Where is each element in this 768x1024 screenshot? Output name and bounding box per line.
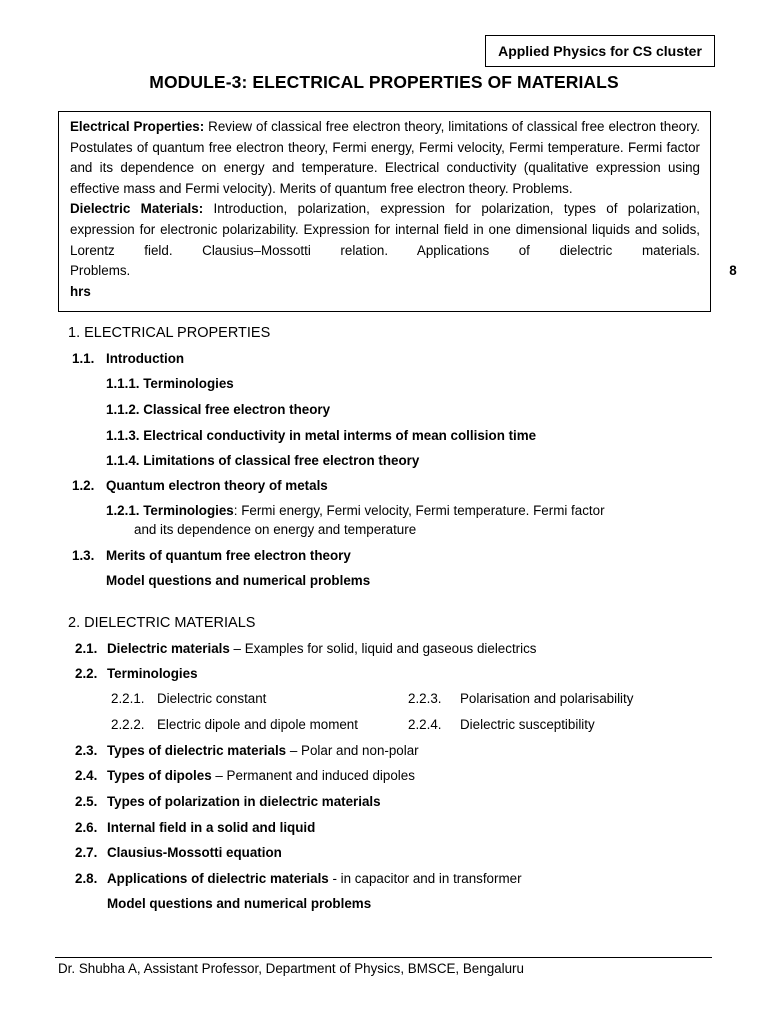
item-2-2-3-text: Polarisation and polarisability xyxy=(460,691,634,706)
item-2-2-number: 2.2. xyxy=(75,666,98,681)
item-1-1-title: Introduction xyxy=(106,351,185,366)
course-cluster-box xyxy=(485,35,715,67)
item-2-1-title: Dielectric materials xyxy=(107,641,230,656)
item-2-1-rest: – Examples for solid, liquid and gaseous dielectrics xyxy=(229,641,537,656)
item-2-6-title: Internal field in a solid and liquid xyxy=(107,820,316,835)
syllabus-box xyxy=(58,111,737,312)
footer-author: Dr. Shubha A, Assistant Professor, Department of Physics, BMSCE, Bengaluru xyxy=(58,961,524,976)
section-2-model-questions: Model questions and numerical problems xyxy=(107,896,372,911)
item-2-5-number: 2.5. xyxy=(75,794,98,809)
item-2-8-rest: - in capacitor and in transformer xyxy=(328,871,522,886)
syllabus-electrical-properties xyxy=(70,117,700,199)
item-2-4-rest: – Permanent and induced dipoles xyxy=(211,768,415,783)
item-1-1-4: 1.1.4. Limitations of classical free electron theory xyxy=(106,453,420,468)
item-1-3-number: 1.3. xyxy=(72,548,95,563)
item-2-7-number: 2.7. xyxy=(75,845,98,860)
item-2-1 xyxy=(107,641,537,656)
item-2-8-title: Applications of dielectric materials xyxy=(107,871,329,886)
item-2-2-1-number: 2.2.1. xyxy=(111,691,145,706)
item-2-2-2-text: Electric dipole and dipole moment xyxy=(157,717,358,732)
syllabus-ep-label: Electrical Properties: xyxy=(70,119,205,134)
item-1-3-title: Merits of quantum free electron theory xyxy=(106,548,351,563)
item-2-3-number: 2.3. xyxy=(75,743,98,758)
item-1-1-2: 1.1.2. Classical free electron theory xyxy=(106,402,331,417)
item-1-2-1-label: 1.2.1. Terminologies xyxy=(106,503,234,518)
section-1-heading: 1. ELECTRICAL PROPERTIES xyxy=(68,325,271,341)
item-2-2-2-number: 2.2.2. xyxy=(111,717,145,732)
syllabus-hours: 8 hrs xyxy=(70,263,737,299)
module-title: MODULE-3: ELECTRICAL PROPERTIES OF MATERIALS xyxy=(149,72,619,92)
item-2-3-title: Types of dielectric materials xyxy=(107,743,287,758)
item-2-4 xyxy=(107,768,415,783)
syllabus-dielectric-materials xyxy=(70,199,737,302)
syllabus-dm-text: Introduction, polarization, expression for polarization, types of polarization, expression for electronic polarizability. Expression for internal field in one dimensional liquids and solids, Lorentz field. Clausius–Mossotti relation. Applications of dielectric materials. Problems. xyxy=(70,201,701,279)
item-1-2-number: 1.2. xyxy=(72,478,95,493)
item-2-4-number: 2.4. xyxy=(75,768,98,783)
section-2-heading: 2. DIELECTRIC MATERIALS xyxy=(68,615,256,631)
item-1-1-number: 1.1. xyxy=(72,351,95,366)
item-2-2-title: Terminologies xyxy=(107,666,198,681)
item-2-5-title: Types of polarization in dielectric materials xyxy=(107,794,381,809)
item-2-2-3-number: 2.2.3. xyxy=(408,691,442,706)
syllabus-dm-label: Dielectric Materials: xyxy=(70,201,204,217)
item-2-8 xyxy=(107,871,522,886)
item-2-6-number: 2.6. xyxy=(75,820,98,835)
item-1-2-1-text: : Fermi energy, Fermi velocity, Fermi temperature. Fermi factor xyxy=(233,503,605,518)
item-2-2-4-number: 2.2.4. xyxy=(408,717,442,732)
syllabus-ep-text: Review of classical free electron theory, limitations of classical free electron theory. Postulates of quantum free electron theory, Fermi energy, Fermi velocity, Fermi temperature. Fermi factor and its dependence on energy and temperature. Electrical conductivity (qualitative expression using effective mass and Fermi velocity). Merits of quantum free electron theory. Problems. xyxy=(70,119,701,196)
item-1-1-3: 1.1.3. Electrical conductivity in metal interms of mean collision time xyxy=(106,428,537,443)
syllabus-text xyxy=(70,117,737,302)
item-1-1-1: 1.1.1. Terminologies xyxy=(106,376,234,391)
item-2-2-1-text: Dielectric constant xyxy=(157,691,267,706)
item-2-3 xyxy=(107,743,419,758)
item-1-2-1 xyxy=(106,503,605,518)
item-2-7-title: Clausius-Mossotti equation xyxy=(107,845,282,860)
item-1-2-title: Quantum electron theory of metals xyxy=(106,478,328,493)
footer-divider xyxy=(55,957,712,958)
item-2-1-number: 2.1. xyxy=(75,641,98,656)
section-1-model-questions: Model questions and numerical problems xyxy=(106,573,371,588)
item-2-2-4-text: Dielectric susceptibility xyxy=(460,717,595,732)
item-2-3-rest: – Polar and non-polar xyxy=(286,743,419,758)
item-2-4-title: Types of dipoles xyxy=(107,768,212,783)
course-cluster-label: Applied Physics for CS cluster xyxy=(498,43,702,59)
item-2-8-number: 2.8. xyxy=(75,871,98,886)
item-1-2-1-continuation: and its dependence on energy and temperature xyxy=(134,522,417,537)
